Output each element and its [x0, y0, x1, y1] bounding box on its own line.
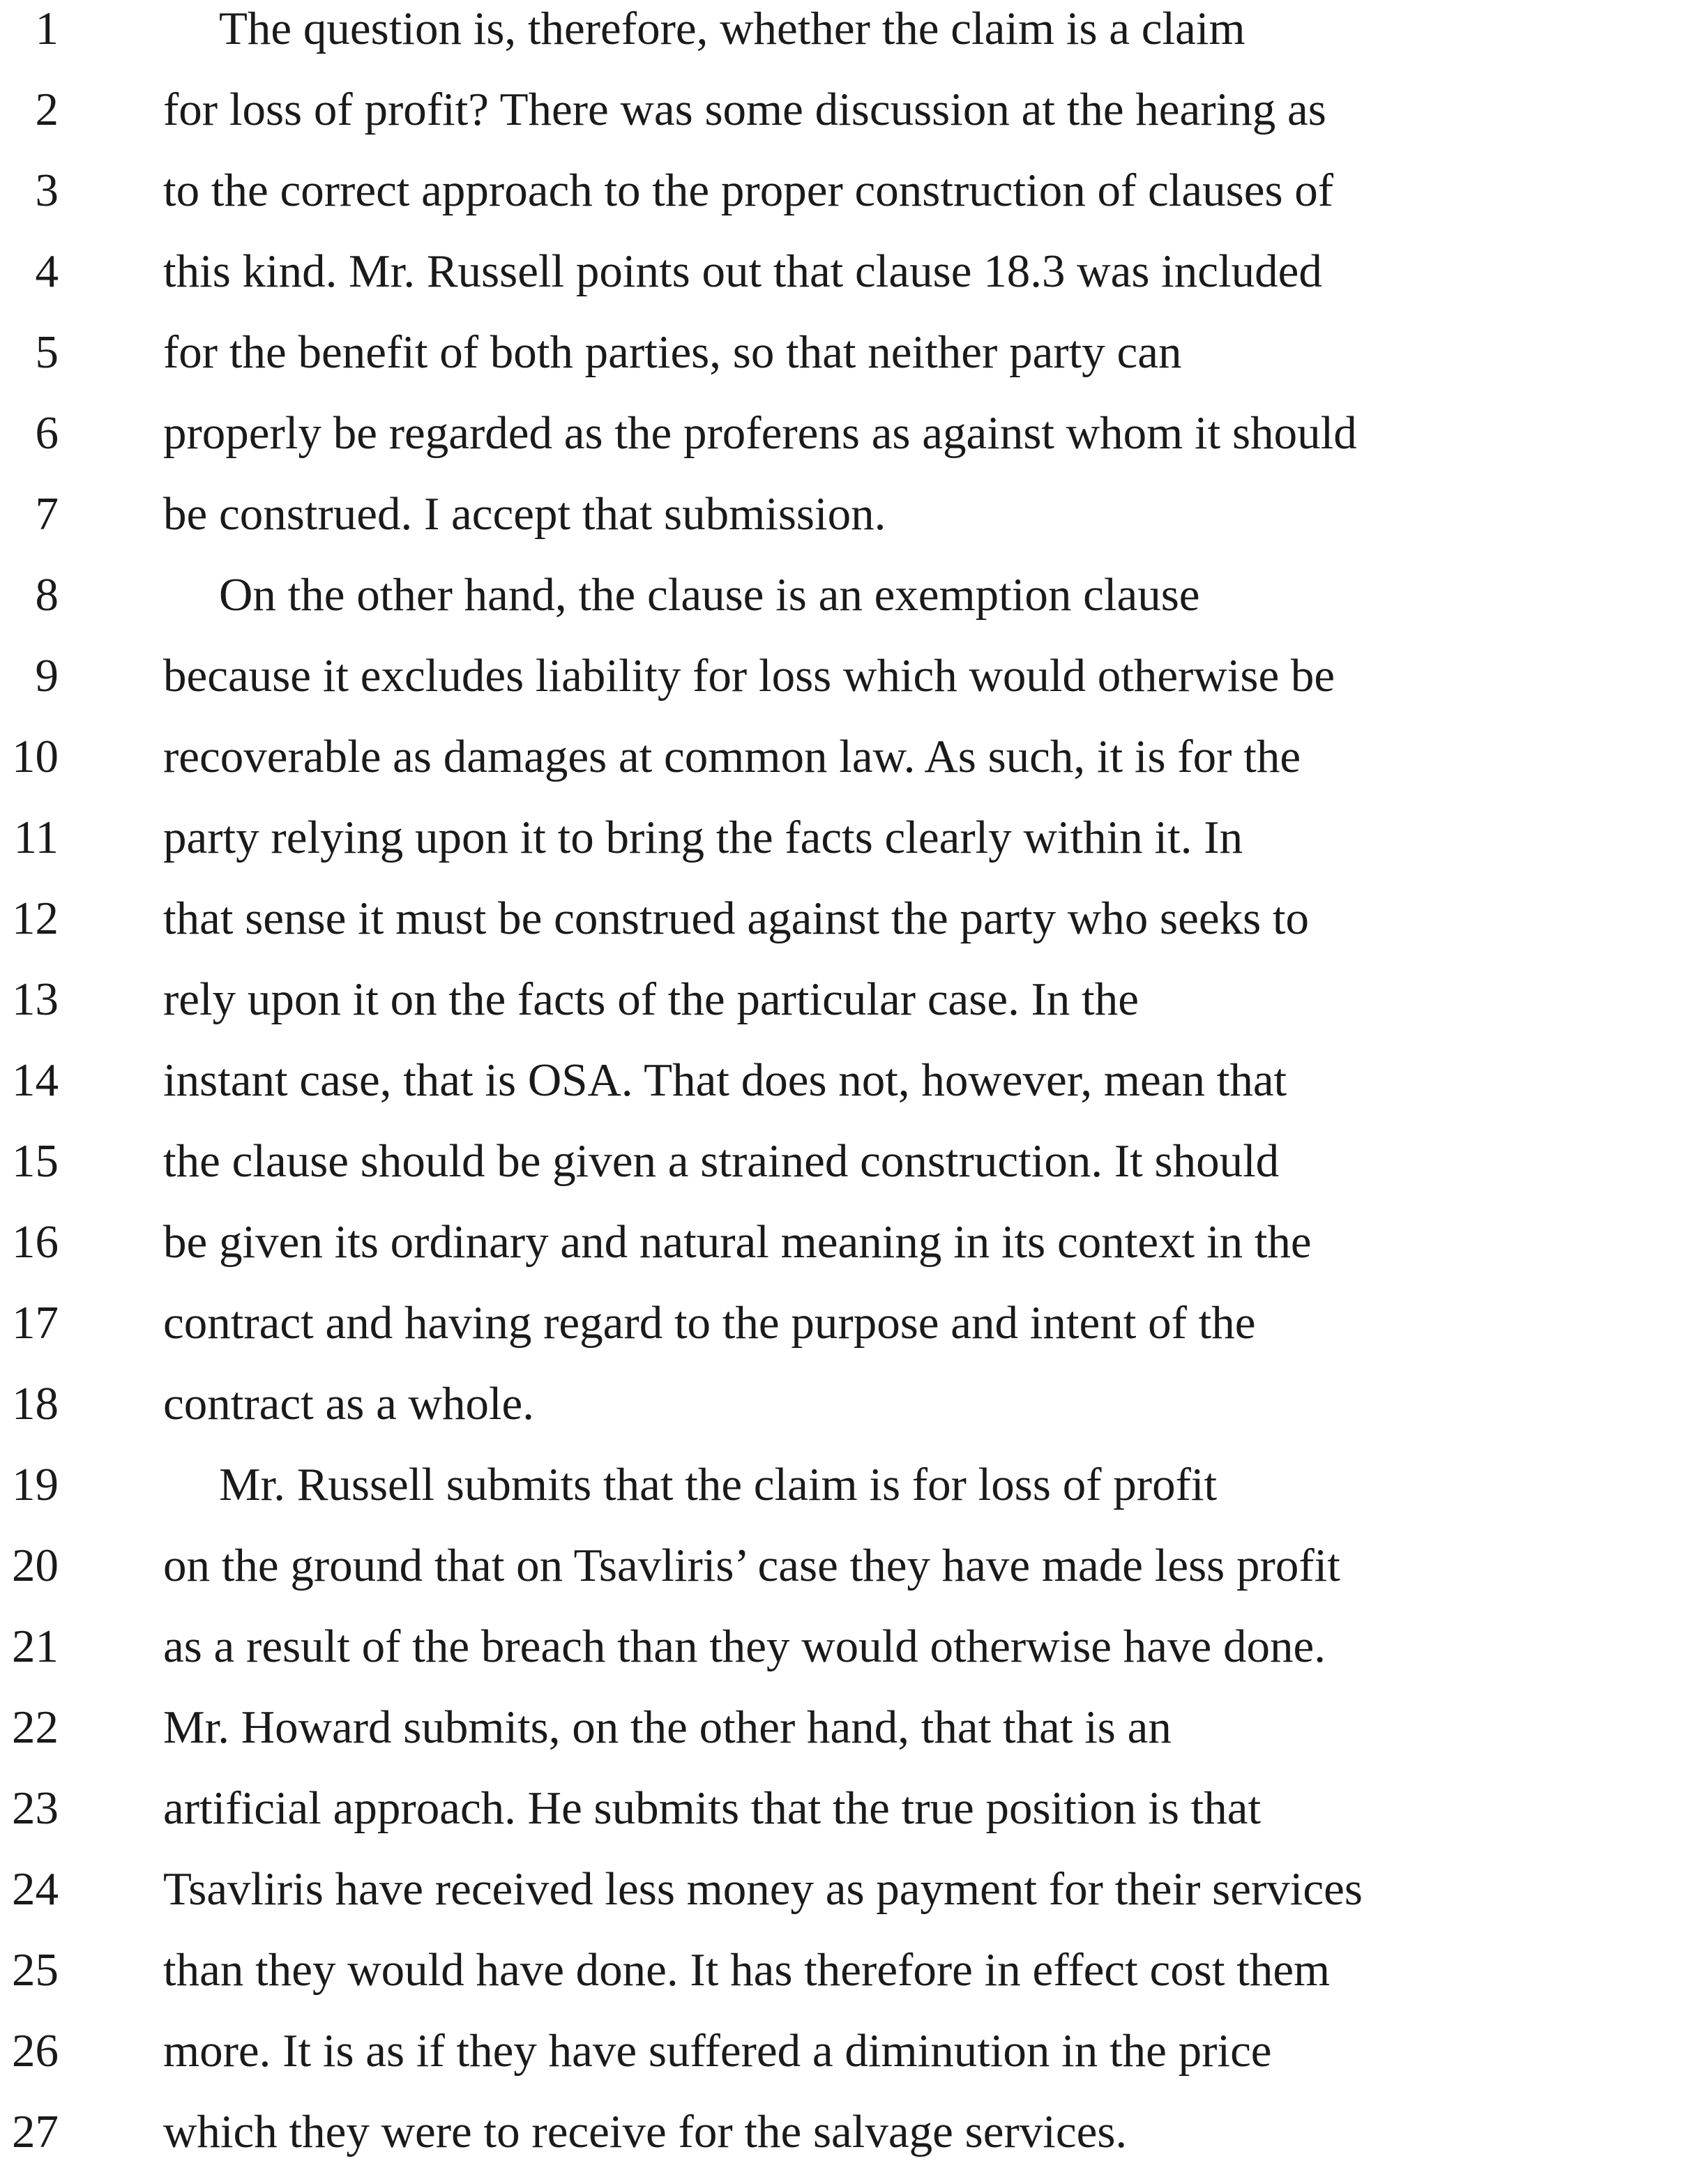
line — [0, 1618, 1689, 1699]
line-text: that sense it must be construed against the party who seeks to — [163, 893, 1310, 944]
line — [0, 890, 1689, 971]
line-number: 18 — [12, 1378, 59, 1430]
line-text: properly be regarded as the proferens as against whom it should — [163, 407, 1357, 459]
line — [0, 1213, 1689, 1294]
line-number: 12 — [12, 893, 59, 944]
line — [0, 647, 1689, 728]
line — [0, 81, 1689, 162]
line-number: 8 — [35, 569, 59, 621]
line — [0, 162, 1689, 243]
line — [0, 0, 1689, 81]
line-text: instant case, that is OSA. That does not, however, mean that — [163, 1054, 1287, 1106]
line-number: 16 — [12, 1216, 59, 1268]
line-number: 13 — [12, 973, 59, 1025]
line-number: 1 — [35, 3, 59, 54]
line-number: 20 — [12, 1540, 59, 1591]
line — [0, 1294, 1689, 1375]
line-text: On the other hand, the clause is an exemption clause — [219, 569, 1200, 621]
line-number: 15 — [12, 1135, 59, 1187]
line — [0, 1860, 1689, 1941]
line — [0, 1537, 1689, 1618]
line — [0, 1780, 1689, 1860]
line-number: 25 — [12, 1944, 59, 1996]
line-text: artificial approach. He submits that the true position is that — [163, 1782, 1262, 1834]
line — [0, 1132, 1689, 1213]
line — [0, 728, 1689, 809]
line — [0, 324, 1689, 404]
line — [0, 809, 1689, 890]
line — [0, 1699, 1689, 1780]
line-number: 2 — [35, 84, 59, 135]
line-text: recoverable as damages at common law. As such, it is for the — [163, 731, 1301, 782]
line-text: The question is, therefore, whether the claim is a claim — [219, 3, 1245, 54]
line-text: contract as a whole. — [163, 1378, 535, 1430]
line-text: party relying upon it to bring the facts clearly within it. In — [163, 812, 1243, 863]
line-text: Tsavliris have received less money as payment for their services — [163, 1863, 1363, 1915]
line — [0, 243, 1689, 324]
line-number: 5 — [35, 326, 59, 378]
line-number: 10 — [12, 731, 59, 782]
line — [0, 971, 1689, 1052]
line — [0, 566, 1689, 647]
line-text: rely upon it on the facts of the particular case. In the — [163, 973, 1139, 1025]
line-text: be given its ordinary and natural meaning in its context in the — [163, 1216, 1312, 1268]
line-text: to the correct approach to the proper construction of clauses of — [163, 165, 1334, 216]
line-number: 24 — [12, 1863, 59, 1915]
line-number: 26 — [12, 2025, 59, 2077]
line-text: more. It is as if they have suffered a diminution in the price — [163, 2025, 1272, 2077]
line-number: 23 — [12, 1782, 59, 1834]
line-number: 4 — [35, 245, 59, 297]
line-text: than they would have done. It has therefore in effect cost them — [163, 1944, 1331, 1996]
line-text: for the benefit of both parties, so that neither party can — [163, 326, 1182, 378]
line-text: which they were to receive for the salvage services. — [163, 2106, 1128, 2158]
line — [0, 1052, 1689, 1132]
line-text: for loss of profit? There was some discussion at the hearing as — [163, 84, 1326, 135]
line — [0, 1375, 1689, 1456]
line — [0, 404, 1689, 485]
line-text: on the ground that on Tsavliris’ case they have made less profit — [163, 1540, 1340, 1591]
line-number: 27 — [12, 2106, 59, 2158]
line-number: 17 — [12, 1297, 59, 1349]
line-text: Mr. Howard submits, on the other hand, that that is an — [163, 1701, 1172, 1753]
line-number: 14 — [12, 1054, 59, 1106]
line-number: 6 — [35, 407, 59, 459]
line-number: 7 — [35, 488, 59, 540]
line-text: the clause should be given a strained construction. It should — [163, 1135, 1280, 1187]
line — [0, 1456, 1689, 1537]
line-text: as a result of the breach than they would otherwise have done. — [163, 1621, 1326, 1672]
line-number: 11 — [13, 812, 59, 863]
line — [0, 2103, 1689, 2184]
line-text: contract and having regard to the purpose and intent of the — [163, 1297, 1256, 1349]
line-number: 9 — [35, 650, 59, 702]
line-text: this kind. Mr. Russell points out that clause 18.3 was included — [163, 245, 1322, 297]
line-number: 3 — [35, 165, 59, 216]
line-number: 19 — [12, 1459, 59, 1510]
line-number: 21 — [12, 1621, 59, 1672]
line-number: 22 — [12, 1701, 59, 1753]
line-text: Mr. Russell submits that the claim is for loss of profit — [219, 1459, 1218, 1510]
line-text: because it excludes liability for loss which would otherwise be — [163, 650, 1335, 702]
line — [0, 485, 1689, 566]
line — [0, 2022, 1689, 2103]
line-text: be construed. I accept that submission. — [163, 488, 886, 540]
line — [0, 1941, 1689, 2022]
